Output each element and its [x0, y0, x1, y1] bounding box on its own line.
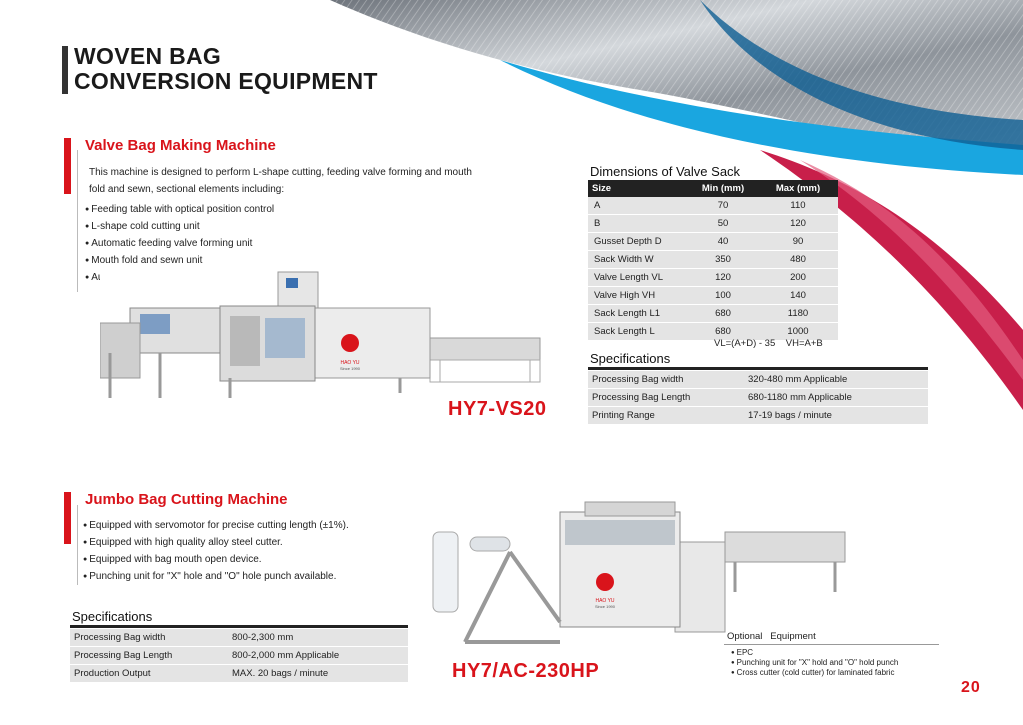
table-cell: Processing Bag Length: [70, 647, 228, 665]
valve-heading: Valve Bag Making Machine: [85, 137, 276, 154]
table-cell: 800-2,300 mm: [228, 629, 408, 647]
valve-intro: [89, 164, 472, 198]
list-item: ● Automatic feeding valve forming unit: [85, 235, 274, 252]
list-item: ● Equipped with high quality alloy steel cutter.: [83, 534, 349, 551]
list-item: ● Punching unit for "X" hole and "O" hole punch available.: [83, 568, 349, 585]
list-item: ● Equipped with bag mouth open device.: [83, 551, 349, 568]
table-cell: 90: [758, 233, 838, 251]
valve-specs-table: [588, 371, 928, 425]
brand-logo-icon: [596, 573, 614, 591]
table-row: [70, 647, 408, 665]
column-header: Size: [588, 180, 688, 197]
page-title: [74, 44, 378, 94]
valve-machine-image: [100, 268, 570, 408]
table-cell: Processing Bag width: [588, 371, 744, 389]
table-cell: 200: [758, 269, 838, 287]
list-item: ● Feeding table with optical position control: [85, 201, 274, 218]
list-item: ● Punching unit for "X" hold and "O" hold punch: [731, 658, 898, 668]
table-cell: 1180: [758, 305, 838, 323]
optional-heading: Optional Equipment: [727, 631, 816, 642]
list-item: ● Equipped with servomotor for precise cutting length (±1%).: [83, 517, 349, 534]
table-cell: A: [588, 197, 688, 215]
table-cell: Sack Length L: [588, 323, 688, 341]
table-cell: Gusset Depth D: [588, 233, 688, 251]
brand-logo-icon: [341, 334, 359, 352]
jumbo-model-label: HY7/AC-230HP: [452, 660, 600, 682]
table-cell: MAX. 20 bags / minute: [228, 665, 408, 683]
table-row: [70, 665, 408, 683]
table-cell: 50: [688, 215, 758, 233]
valve-model-label: HY7-VS20: [448, 398, 547, 420]
valve-specs-heading: Specifications: [590, 351, 671, 366]
table-row: [588, 287, 838, 305]
valve-machine-brand: HAO YU: [340, 360, 360, 366]
table-cell: 680: [688, 323, 758, 341]
table-row: [70, 629, 408, 647]
table-row: [588, 407, 928, 425]
table-row: [588, 371, 928, 389]
table-cell: 140: [758, 287, 838, 305]
jumbo-heading: Jumbo Bag Cutting Machine: [85, 491, 288, 508]
title-accent-bar: [62, 46, 68, 94]
jumbo-section-bar: [64, 492, 71, 544]
table-cell: 350: [688, 251, 758, 269]
table-row: [588, 389, 928, 407]
table-cell: Valve Length VL: [588, 269, 688, 287]
jumbo-specs-topline: [70, 625, 408, 628]
list-item: ● Cross cutter (cold cutter) for laminated fabric: [731, 668, 898, 678]
valve-intro-line-2: fold and sewn, sectional elements including:: [89, 184, 285, 195]
column-header: Min (mm): [688, 180, 758, 197]
table-cell: B: [588, 215, 688, 233]
table-cell: 1000: [758, 323, 838, 341]
table-cell: 110: [758, 197, 838, 215]
table-cell: 120: [758, 215, 838, 233]
jumbo-specs-heading: Specifications: [72, 609, 153, 624]
table-row: [588, 215, 838, 233]
jumbo-bullet-list: [83, 517, 349, 585]
table-cell: 120: [688, 269, 758, 287]
table-cell: Production Output: [70, 665, 228, 683]
table-cell: Processing Bag Length: [588, 389, 744, 407]
table-cell: Processing Bag width: [70, 629, 228, 647]
valve-divider-line: [77, 150, 78, 292]
jumbo-machine-since: Since 1990: [594, 604, 616, 609]
table-header-row: [588, 180, 838, 197]
page-title-line-2: CONVERSION EQUIPMENT: [74, 68, 378, 94]
jumbo-machine-brand: HAO YU: [595, 598, 615, 604]
page-title-line-1: WOVEN BAG: [74, 43, 222, 69]
table-row: [588, 251, 838, 269]
page-number: 20: [961, 679, 981, 696]
table-row: [588, 305, 838, 323]
table-cell: 320-480 mm Applicable: [744, 371, 928, 389]
table-cell: 680: [688, 305, 758, 323]
table-cell: 70: [688, 197, 758, 215]
dimensions-formula: VL=(A+D) - 35 VH=A+B: [714, 338, 823, 349]
dimensions-heading: Dimensions of Valve Sack: [590, 164, 741, 179]
optional-list: [731, 648, 898, 678]
table-row: [588, 233, 838, 251]
list-item: ● L-shape cold cutting unit: [85, 218, 274, 235]
table-cell: Valve High VH: [588, 287, 688, 305]
valve-specs-topline: [588, 367, 928, 370]
table-cell: 480: [758, 251, 838, 269]
list-item: ● Automatic count stacker unit: [85, 269, 274, 286]
table-cell: 40: [688, 233, 758, 251]
table-cell: Printing Range: [588, 407, 744, 425]
column-header: Max (mm): [758, 180, 838, 197]
jumbo-specs-table: [70, 629, 408, 683]
jumbo-machine-image: [425, 492, 850, 647]
table-cell: 680-1180 mm Applicable: [744, 389, 928, 407]
jumbo-divider-line: [77, 505, 78, 585]
table-cell: 17-19 bags / minute: [744, 407, 928, 425]
table-row: [588, 269, 838, 287]
list-item: ● EPC: [731, 648, 898, 658]
valve-intro-line-1: This machine is designed to perform L-shape cutting, feeding valve forming and mouth: [89, 167, 472, 178]
table-row: [588, 197, 838, 215]
table-cell: Sack Length L1: [588, 305, 688, 323]
valve-machine-since: Since 1990: [339, 366, 361, 371]
optional-divider: [724, 644, 939, 645]
valve-section-bar: [64, 138, 71, 194]
table-cell: Sack Width W: [588, 251, 688, 269]
table-cell: 800-2,000 mm Applicable: [228, 647, 408, 665]
list-item: ● Mouth fold and sewn unit: [85, 252, 274, 269]
table-cell: 100: [688, 287, 758, 305]
dimensions-table: [588, 180, 838, 341]
